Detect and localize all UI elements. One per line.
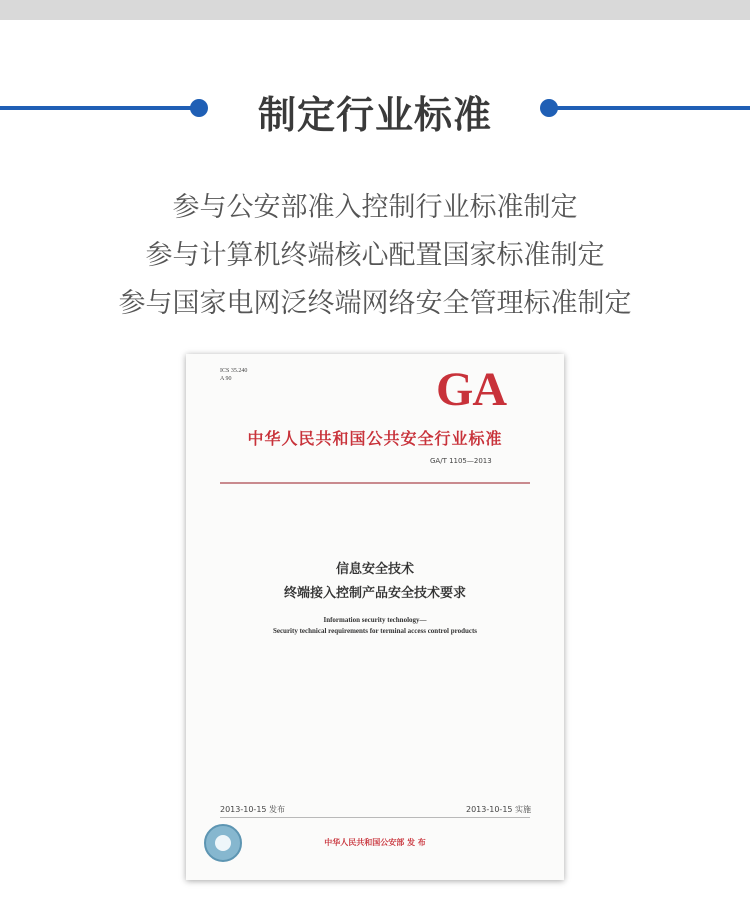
standard-code: GA/T 1105—2013 [430, 457, 492, 465]
issuer: 中华人民共和国公安部 发 布 [324, 838, 426, 847]
implement-date: 2013-10-15 实施 [466, 805, 532, 814]
decor-dot-left [190, 99, 208, 117]
section-title: 制定行业标准 [257, 93, 492, 137]
ics-code [220, 367, 247, 383]
description-line: 参与公安部准入控制行业标准制定 [172, 192, 578, 223]
divider [220, 817, 530, 818]
ga-logo: GA [436, 363, 506, 416]
cn-title: 终端接入控制产品安全技术要求 [283, 586, 466, 601]
en-title: Security technical requirements for terminal access control products [272, 627, 478, 635]
ics-line: ICS 35.240 [220, 368, 248, 374]
decor-line-right [548, 106, 750, 110]
document-cover [186, 354, 564, 880]
publish-date: 2013-10-15 发布 [220, 805, 286, 814]
description-line: 参与计算机终端核心配置国家标准制定 [145, 240, 605, 271]
en-title: Information security technology— [323, 616, 427, 624]
standard-document-image [186, 354, 564, 880]
section-header [0, 78, 750, 138]
ics-line: A 90 [220, 376, 232, 382]
cn-title: 信息安全技术 [335, 562, 414, 577]
description-line: 参与国家电网泛终端网络安全管理标准制定 [118, 288, 632, 319]
standard-name: 中华人民共和国公共安全行业标准 [247, 429, 503, 448]
description-block [0, 184, 750, 328]
decor-line-left [0, 106, 195, 110]
top-bar [0, 0, 750, 20]
divider [220, 482, 530, 484]
